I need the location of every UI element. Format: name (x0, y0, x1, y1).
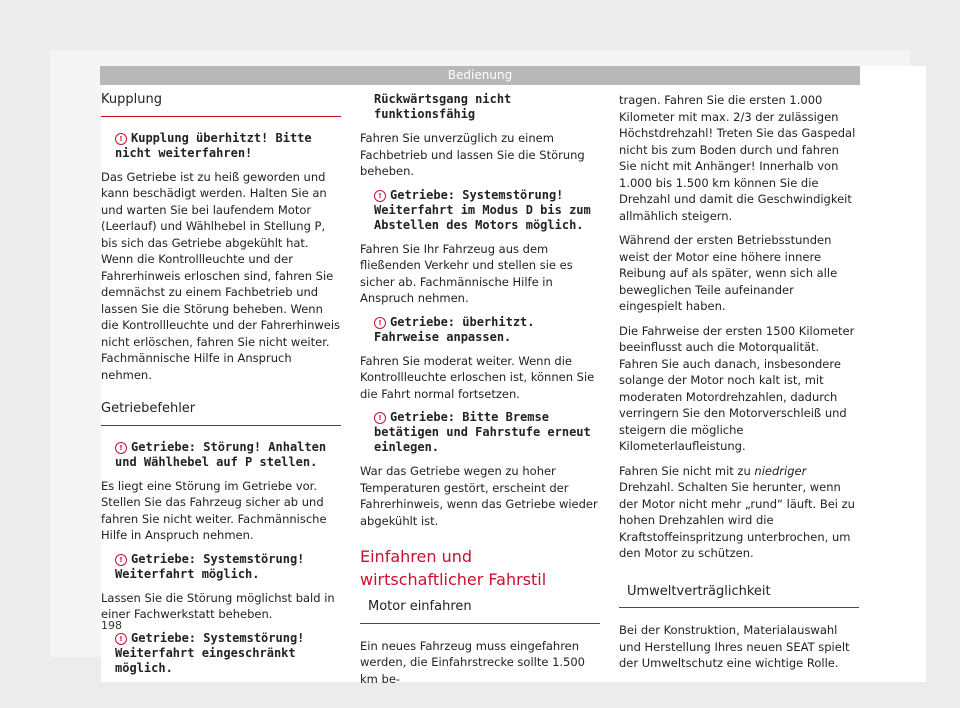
paragraph: Lassen Sie die Störung möglichst bald in einer Fachwerkstatt beheben. (101, 590, 335, 621)
paragraph: Bei der Konstruktion, Materialauswahl und Herstellung Ihres neuen SEAT spielt der Umweltschutz eine wichtige Rolle. (619, 623, 850, 670)
warning-text: Getriebe: Systemstörung! Weiterfahrt im Modus D bis zum Abstellen des Motors möglich. (374, 187, 591, 232)
paragraph: Ein neues Fahrzeug muss eingefahren werden, die Einfahrstrecke sollte 1.500 km be- (360, 638, 586, 686)
column-2 (360, 92, 600, 695)
paragraph: tragen. Fahren Sie die ersten 1.000 Kilometer mit max. 2/3 der zulässigen Höchstdrehzahl! Treten Sie das Gaspedal nicht bis zum Boden durch und fahren Sie nicht mit Anhänger! Innerhalb von 1.000 bis 1.500 km können Sie die Drehzahl und damit die Geschwindigkeit allmählich steigern. (619, 93, 856, 223)
info-icon: ! (115, 554, 127, 566)
warning-getriebe-stoerung (101, 440, 341, 470)
page-number: 198 (101, 619, 122, 632)
warning-text: Kupplung überhitzt! Bitte nicht weiterfahren! (115, 130, 312, 160)
section-heading-kupplung: Kupplung (101, 92, 341, 117)
section-heading-getriebefehler: Getriebefehler (101, 401, 341, 426)
warning-rueckwaertsgang: Rückwärtsgang nicht funktionsfähig (374, 92, 512, 121)
paragraph: Fahren Sie Ihr Fahrzeug aus dem fließenden Verkehr und stellen sie es sicher ab. Fachmännische Hilfe in Anspruch nehmen. (360, 241, 573, 305)
paragraph: Fahren Sie moderat weiter. Wenn die Kontrollleuchte erloschen ist, können Sie die Fahrt normal fortsetzen. (360, 353, 595, 401)
paragraph (619, 463, 859, 562)
text-segment: Fahren Sie nicht mit zu (619, 463, 755, 478)
warning-systemstoerung (101, 552, 341, 582)
info-icon: ! (115, 133, 127, 145)
paragraph: Es liegt eine Störung im Getriebe vor. Stellen Sie das Fahrzeug sicher ab und fahren Sie nicht weiter. Fachmännische Hilfe in Anspruch nehmen. (101, 478, 327, 542)
paragraph: War das Getriebe wegen zu hoher Temperaturen gestört, erscheint der Fahrerhinweis, wenn das Getriebe wieder abgekühlt ist. (360, 464, 598, 528)
paragraph: Die Fahrweise der ersten 1500 Kilometer beeinflusst auch die Motorqualität. Fahren Sie auch danach, insbesondere solange der Motor noch kalt ist, mit moderaten Motordrehzahlen, dadurch verringern Sie den Motorverschleiß und steigern die mögliche Kilometerlaufleistung. (619, 323, 855, 453)
warning-text: Getriebe: Störung! Anhalten und Wählhebel auf P stellen. (115, 439, 327, 469)
section-heading-umwelt: Umweltverträglichkeit (619, 584, 859, 609)
warning-kupplung (101, 131, 341, 161)
column-1 (101, 92, 341, 684)
warning-ueberhitzt (360, 315, 600, 345)
paragraph: Das Getriebe ist zu heiß geworden und kann beschädigt werden. Halten Sie an und warten Sie bei laufendem Motor (Leerlauf) und Wählhebel in Stellung P, bis sich das Getriebe abgekühlt hat. Wenn die Kontrollleuchte und der Fahrerhinweis erloschen sind, fahren Sie demnächst zu einem Fachbetrieb und lassen Sie die Störung beheben. Wenn die Kontrollleuchte und der Fahrerhinweis nicht erlöschen, fahren Sie nicht weiter. Fachmännische Hilfe in Anspruch nehmen. (101, 169, 341, 382)
info-icon: ! (374, 412, 386, 424)
info-icon: ! (374, 317, 386, 329)
paragraph: Während der ersten Betriebsstunden weist der Motor eine höhere innere Reibung auf als später, wenn sich alle beweglichen Teile aufeinander eingespielt haben. (619, 233, 838, 313)
info-icon: ! (115, 633, 127, 645)
text-segment: Drehzahl. Schalten Sie herunter, wenn der Motor nicht mehr „rund“ läuft. Bei zu hohen Drehzahlen wird die Kraftstoffeinspritzung unterbrochen, um den Motor zu schützen. (619, 480, 855, 560)
warning-eingeschraenkt (101, 631, 341, 676)
chapter-heading: Einfahren und wirtschaftlicher Fahrstil (360, 547, 547, 589)
column-3 (619, 92, 859, 680)
chapter-header: Bedienung (100, 66, 860, 85)
info-icon: ! (374, 190, 386, 202)
warning-text: Getriebe: Systemstörung! Weiterfahrt möglich. (115, 551, 305, 581)
warning-text: Getriebe: überhitzt. Fahrweise anpassen. (374, 314, 535, 344)
warning-text: Getriebe: Systemstörung! Weiterfahrt eingeschränkt möglich. (115, 630, 305, 675)
warning-bremse (360, 410, 600, 455)
info-icon: ! (115, 442, 127, 454)
paragraph: Fahren Sie unverzüglich zu einem Fachbetrieb und lassen Sie die Störung beheben. (360, 131, 585, 178)
emphasis-text: niedriger (754, 463, 807, 478)
section-heading-motor-einfahren: Motor einfahren (360, 599, 600, 624)
warning-modus-d (360, 188, 600, 233)
warning-text: Getriebe: Bitte Bremse betätigen und Fahrstufe erneut einlegen. (374, 410, 591, 454)
